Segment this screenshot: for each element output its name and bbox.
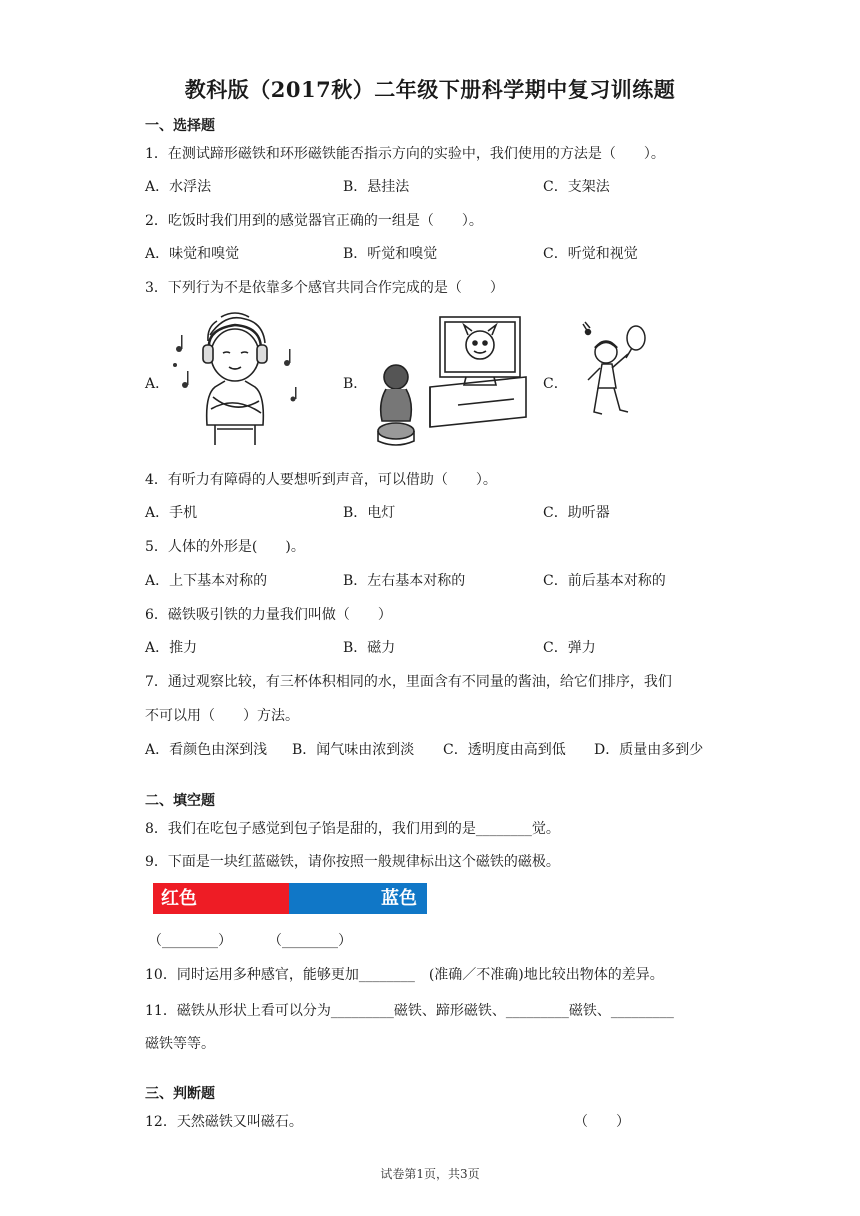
q4-option-c: C．助听器: [543, 505, 610, 521]
q9-blank-left: （________）: [148, 933, 232, 949]
q2-option-a: A．味觉和嗅觉: [145, 246, 240, 262]
child-watching-tv-image: [368, 313, 530, 453]
q6-option-b: B．磁力: [343, 640, 396, 656]
page-title: 教科版（2017秋）二年级下册科学期中复习训练题: [184, 77, 676, 102]
q9-blank-right: （________）: [268, 933, 352, 949]
question-7-line1: 7．通过观察比较，有三杯体积相同的水，里面含有不同量的酱油，给它们排序，我们: [145, 674, 672, 690]
q5-option-b: B．左右基本对称的: [343, 573, 466, 589]
q7-option-c: C．透明度由高到低: [443, 742, 566, 758]
section-heading-fill: 二、填空题: [145, 793, 215, 809]
q3-option-c: C．: [543, 376, 568, 392]
question-5: 5．人体的外形是( )。: [145, 539, 305, 555]
q7-option-d: D．质量由多到少: [594, 742, 704, 758]
q4-option-a: A．手机: [145, 505, 198, 521]
question-12: 12．天然磁铁又叫磁石。: [145, 1114, 303, 1130]
question-9: 9．下面是一块红蓝磁铁，请你按照一般规律标出这个磁铁的磁极。: [145, 854, 560, 870]
q4-option-b: B．电灯: [343, 505, 396, 521]
q2-option-c: C．听觉和视觉: [543, 246, 638, 262]
question-8: 8．我们在吃包子感觉到包子馅是甜的，我们用到的是________觉。: [145, 821, 560, 837]
q1-option-b: B．悬挂法: [343, 179, 410, 195]
question-2: 2．吃饭时我们用到的感觉器官正确的一组是（ ）。: [145, 213, 483, 229]
question-1: 1．在测试蹄形磁铁和环形磁铁能否指示方向的实验中，我们使用的方法是（ ）。: [145, 146, 665, 162]
girl-badminton-image: [580, 318, 650, 438]
magnet-blue-half: 蓝色: [289, 883, 427, 914]
question-4: 4．有听力有障碍的人要想听到声音，可以借助（ ）。: [145, 472, 497, 488]
page-footer: 试卷第1页，共3页: [380, 1167, 480, 1181]
q1-option-a: A．水浮法: [145, 179, 212, 195]
red-blue-magnet: [153, 883, 427, 914]
question-7-line2: 不可以用（ ）方法。: [145, 708, 299, 724]
q5-option-a: A．上下基本对称的: [145, 573, 268, 589]
section-heading-choice: 一、选择题: [145, 118, 215, 134]
q5-option-c: C．前后基本对称的: [543, 573, 666, 589]
section-heading-judge: 三、判断题: [145, 1086, 215, 1102]
question-11-line2: 磁铁等等。: [145, 1036, 215, 1052]
q7-option-b: B．闻气味由浓到淡: [292, 742, 415, 758]
q2-option-b: B．听觉和嗅觉: [343, 246, 438, 262]
question-10: 10．同时运用多种感官，能够更加________ (准确／不准确)地比较出物体的差异。: [145, 967, 664, 983]
question-6: 6．磁铁吸引铁的力量我们叫做（ ）: [145, 607, 392, 623]
q3-option-b: B．: [343, 376, 368, 392]
q3-option-a: A．: [145, 376, 170, 392]
q12-answer-paren: （ ）: [574, 1114, 630, 1130]
q6-option-a: A．推力: [145, 640, 198, 656]
boy-headphones-image: [165, 305, 305, 450]
magnet-red-half: 红色: [153, 883, 289, 914]
question-3: 3．下列行为不是依靠多个感官共同合作完成的是（ ）: [145, 280, 504, 296]
q7-option-a: A．看颜色由深到浅: [145, 742, 268, 758]
q1-option-c: C．支架法: [543, 179, 610, 195]
question-11-line1: 11．磁铁从形状上看可以分为_________磁铁、蹄形磁铁、_________磁铁、_________: [145, 1003, 674, 1019]
q6-option-c: C．弹力: [543, 640, 596, 656]
